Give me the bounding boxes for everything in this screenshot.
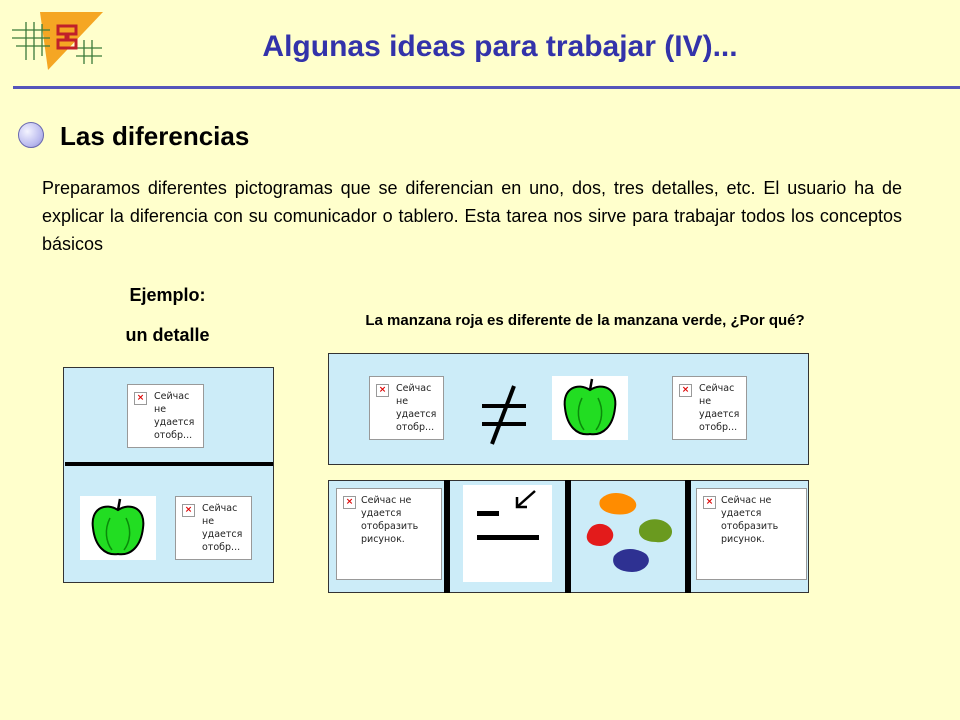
example-label: Ejemplo: [129,285,206,305]
green-apple-image [552,376,628,440]
broken-image-icon: × [376,384,389,397]
placeholder-text: Сейчас не удается отобр... [396,383,437,433]
left-panel-divider [65,462,273,466]
broken-image-placeholder [127,384,204,448]
panel-separator [565,480,571,593]
broken-image-icon: × [679,384,692,397]
placeholder-text: Сейчас не удается отобр... [202,503,243,553]
green-apple-image [80,496,156,560]
broken-image-placeholder [672,376,747,440]
broken-image-icon: × [182,504,195,517]
broken-image-icon: × [703,496,716,509]
bullet-icon [18,122,44,148]
broken-image-placeholder [175,496,252,560]
color-blobs-image [580,486,682,580]
body-paragraph: Preparamos diferentes pictogramas que se diferencian en uno, dos, tres detalles, etc. El usuario ha de explicar la diferencia con su comunicador o tablero. Esta tarea nos sirve para trabajar todos los conceptos básicos [42,178,902,254]
broken-image-placeholder [369,376,444,440]
logo-icon [10,10,105,72]
broken-image-icon: × [343,496,356,509]
broken-image-placeholder [336,488,442,580]
placeholder-text: Сейчас не удается отобразить рисунок. [721,495,779,545]
broken-image-placeholder [696,488,807,580]
page-title: Algunas ideas para trabajar (IV)... [262,30,738,63]
placeholder-text: Сейчас не удается отобразить рисунок. [361,495,419,545]
panel-separator [685,480,691,593]
difference-symbol-image [463,485,552,582]
placeholder-text: Сейчас не удается отобр... [699,383,740,433]
section-heading: Las diferencias [60,121,250,151]
broken-image-icon: × [134,392,147,405]
placeholder-text: Сейчас не удается отобр... [154,391,195,441]
not-equal-icon [474,380,534,450]
panel-separator [444,480,450,593]
comparison-caption: La manzana roja es diferente de la manzana verde, ¿Por qué? [365,312,805,329]
example-detail: un detalle [125,325,210,345]
title-underline [13,86,960,89]
